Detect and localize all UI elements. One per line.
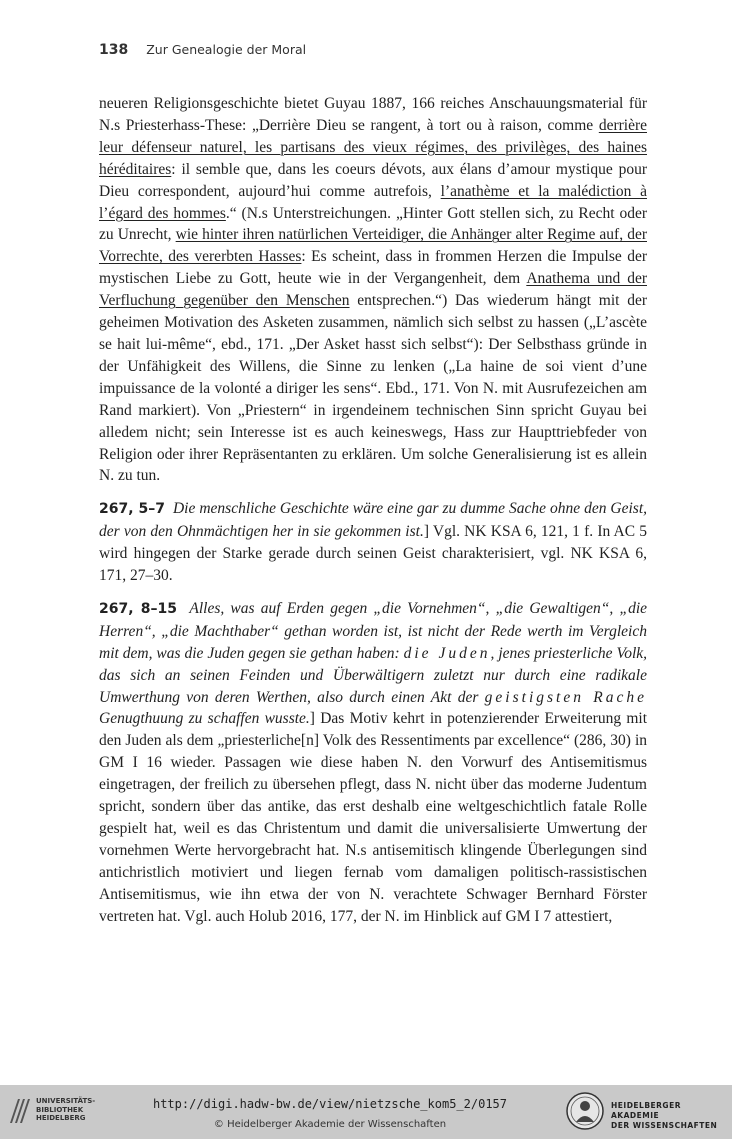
academy-name: HEIDELBERGER AKADEMIE DER WISSENSCHAFTEN xyxy=(611,1101,718,1130)
commentary-text: ] Das Motiv kehrt in potenzierender Erweiterung mit den Juden als dem „priesterliche[n] Volk des Ressentiments par excellence“ (286, 30) in GM I 16 wieder. Passagen wie diese haben N. den Vorwurf des Antisemitismus eingetragen, der freilich zu übersehen pflegt, dass N. nicht über das moderne Judentum spricht, sondern über das antike, das erst deshalb eine weltgeschichtlich fatale Rolle gespielt hat, weil es das Christentum und damit die universalisierte Umwertung der vornehmen Werte hervorgebracht hat. N.s antisemitisch klingende Überlegungen sind antichristlich motiviert und liegen fernab vom damaligen politisch-rassistischen Antisemitismus, wie ihn etwa der von N. verachtete Schwager Bernhard Förster vertreten hat. Vgl. auch Holub 2016, 177, der N. im Hinblick auf GM I 7 attestiert, xyxy=(99,710,647,925)
main-text xyxy=(99,93,647,939)
underlined-quote: derrière leur défenseur naturel, les partisans des vieux régimes, des privilèges, des haines héréditaires xyxy=(99,116,647,178)
commentary-entry-267-5 xyxy=(99,498,647,587)
academy-seal-icon xyxy=(565,1091,605,1131)
text-segment: .“ (N.s Unterstreichungen. „Hinter Gott stellen sich, zu Recht oder zu Unrecht, xyxy=(99,204,647,244)
running-title: Zur Genealogie der Moral xyxy=(146,42,307,57)
text-segment: : il semble que, dans les coeurs dévots, aux élans d’amour mystique pour Dieu correspondent, aujourd’hui comme autrefois, xyxy=(99,160,647,200)
lemma-reference: 267, 8–15 xyxy=(99,600,177,617)
lemma-reference: 267, 5–7 xyxy=(99,501,166,518)
copyright-notice: © Heidelberger Akademie der Wissenschaften xyxy=(213,1119,447,1130)
spaced-emphasis: geistigsten Rache xyxy=(484,688,647,706)
commentary-entry-267-8 xyxy=(99,598,647,928)
text-segment: entsprechen.“) Das wiederum hängt mit der geheimen Motivation des Asketen zusammen, nämlich sich selbst zu hassen („L’ascète se hait lui-même“, ebd., 171. „Der Asket hasst sich selbst“): Der Selbsthass gründe in der Unfähigkeit des Willens, die Sinne zu lenken („La haine de soi vient d’une impuissance de la volonté a diriger les sens“. Ebd., 171. Von N. mit Ausrufezeichen am Rand markiert). Von „Priestern“ in irgendeinem technischen Sinn spricht Guyau bei alledem nicht; sein Interesse ist es auch keineswegs, Hass zur Haupttriebfeder von Religion oder ihrer Repräsentanten zu erklären. Um solche Generalisierung ist es allein N. zu tun. xyxy=(99,292,647,485)
text-segment: : Es scheint, dass in frommen Herzen die Impulse der mystischen Liebe zu Gott, heute wie in der Vergangenheit, dem xyxy=(99,248,647,288)
lemma-text: Genugthuung zu schaffen wusste. xyxy=(99,710,310,728)
library-book-icon xyxy=(8,1095,32,1125)
library-name: UNIVERSITÄTS- BIBLIOTHEK HEIDELBERG xyxy=(36,1097,96,1122)
underlined-quote: l’anathème et la malédiction à l’égard des hommes xyxy=(99,182,647,222)
underlined-quote: Anathema und der Verfluchung gegenüber den Menschen xyxy=(99,270,647,310)
running-head xyxy=(99,42,659,66)
underlined-quote: wie hinter ihren natürlichen Verteidiger, die Anhänger alter Regime auf, der Vorrechte, des vererbten Hasses xyxy=(99,226,647,266)
lemma-text: Alles, was auf Erden gegen „die Vornehmen“, „die Gewaltigen“, „die Herren“, „die Machthaber“ gethan worden ist, ist nicht der Rede werth im Vergleich mit dem, was die Juden gegen sie gethan haben: xyxy=(99,599,648,662)
spaced-emphasis: die Juden xyxy=(403,644,491,662)
digitization-footer xyxy=(0,1085,732,1139)
academy-logo[interactable] xyxy=(565,1091,730,1133)
commentary-text: ] Vgl. NK KSA 6, 121, 1 f. In AC 5 wird hingegen der Starke gerade durch seinen Geist charakterisiert, vgl. NK KSA 6, 171, 27–30. xyxy=(99,523,648,585)
lemma-text: Die menschliche Geschichte wäre eine gar zu dumme Sache ohne den Geist, der von den Ohnmächtigen her in sie gekommen ist. xyxy=(99,500,648,541)
page-number: 138 xyxy=(99,42,129,58)
permalink[interactable]: http://digi.hadw-bw.de/view/nietzsche_kom5_2/0157 xyxy=(152,1097,507,1111)
paragraph-guyau xyxy=(99,93,647,487)
lemma-text: , jenes priesterliche Volk, das sich an seinen Feinden und Überwältigern zuletzt nur durch eine radikale Umwerthung von deren Werthen, also durch einen Akt der xyxy=(99,644,647,706)
text-segment: neueren Religionsgeschichte bietet Guyau 1887, 166 reiches Anschauungsmaterial für N.s Priesterhass-These: „Derrière Dieu se rangent, à tort ou à raison, comme xyxy=(99,95,647,134)
university-library-logo[interactable] xyxy=(8,1093,118,1129)
